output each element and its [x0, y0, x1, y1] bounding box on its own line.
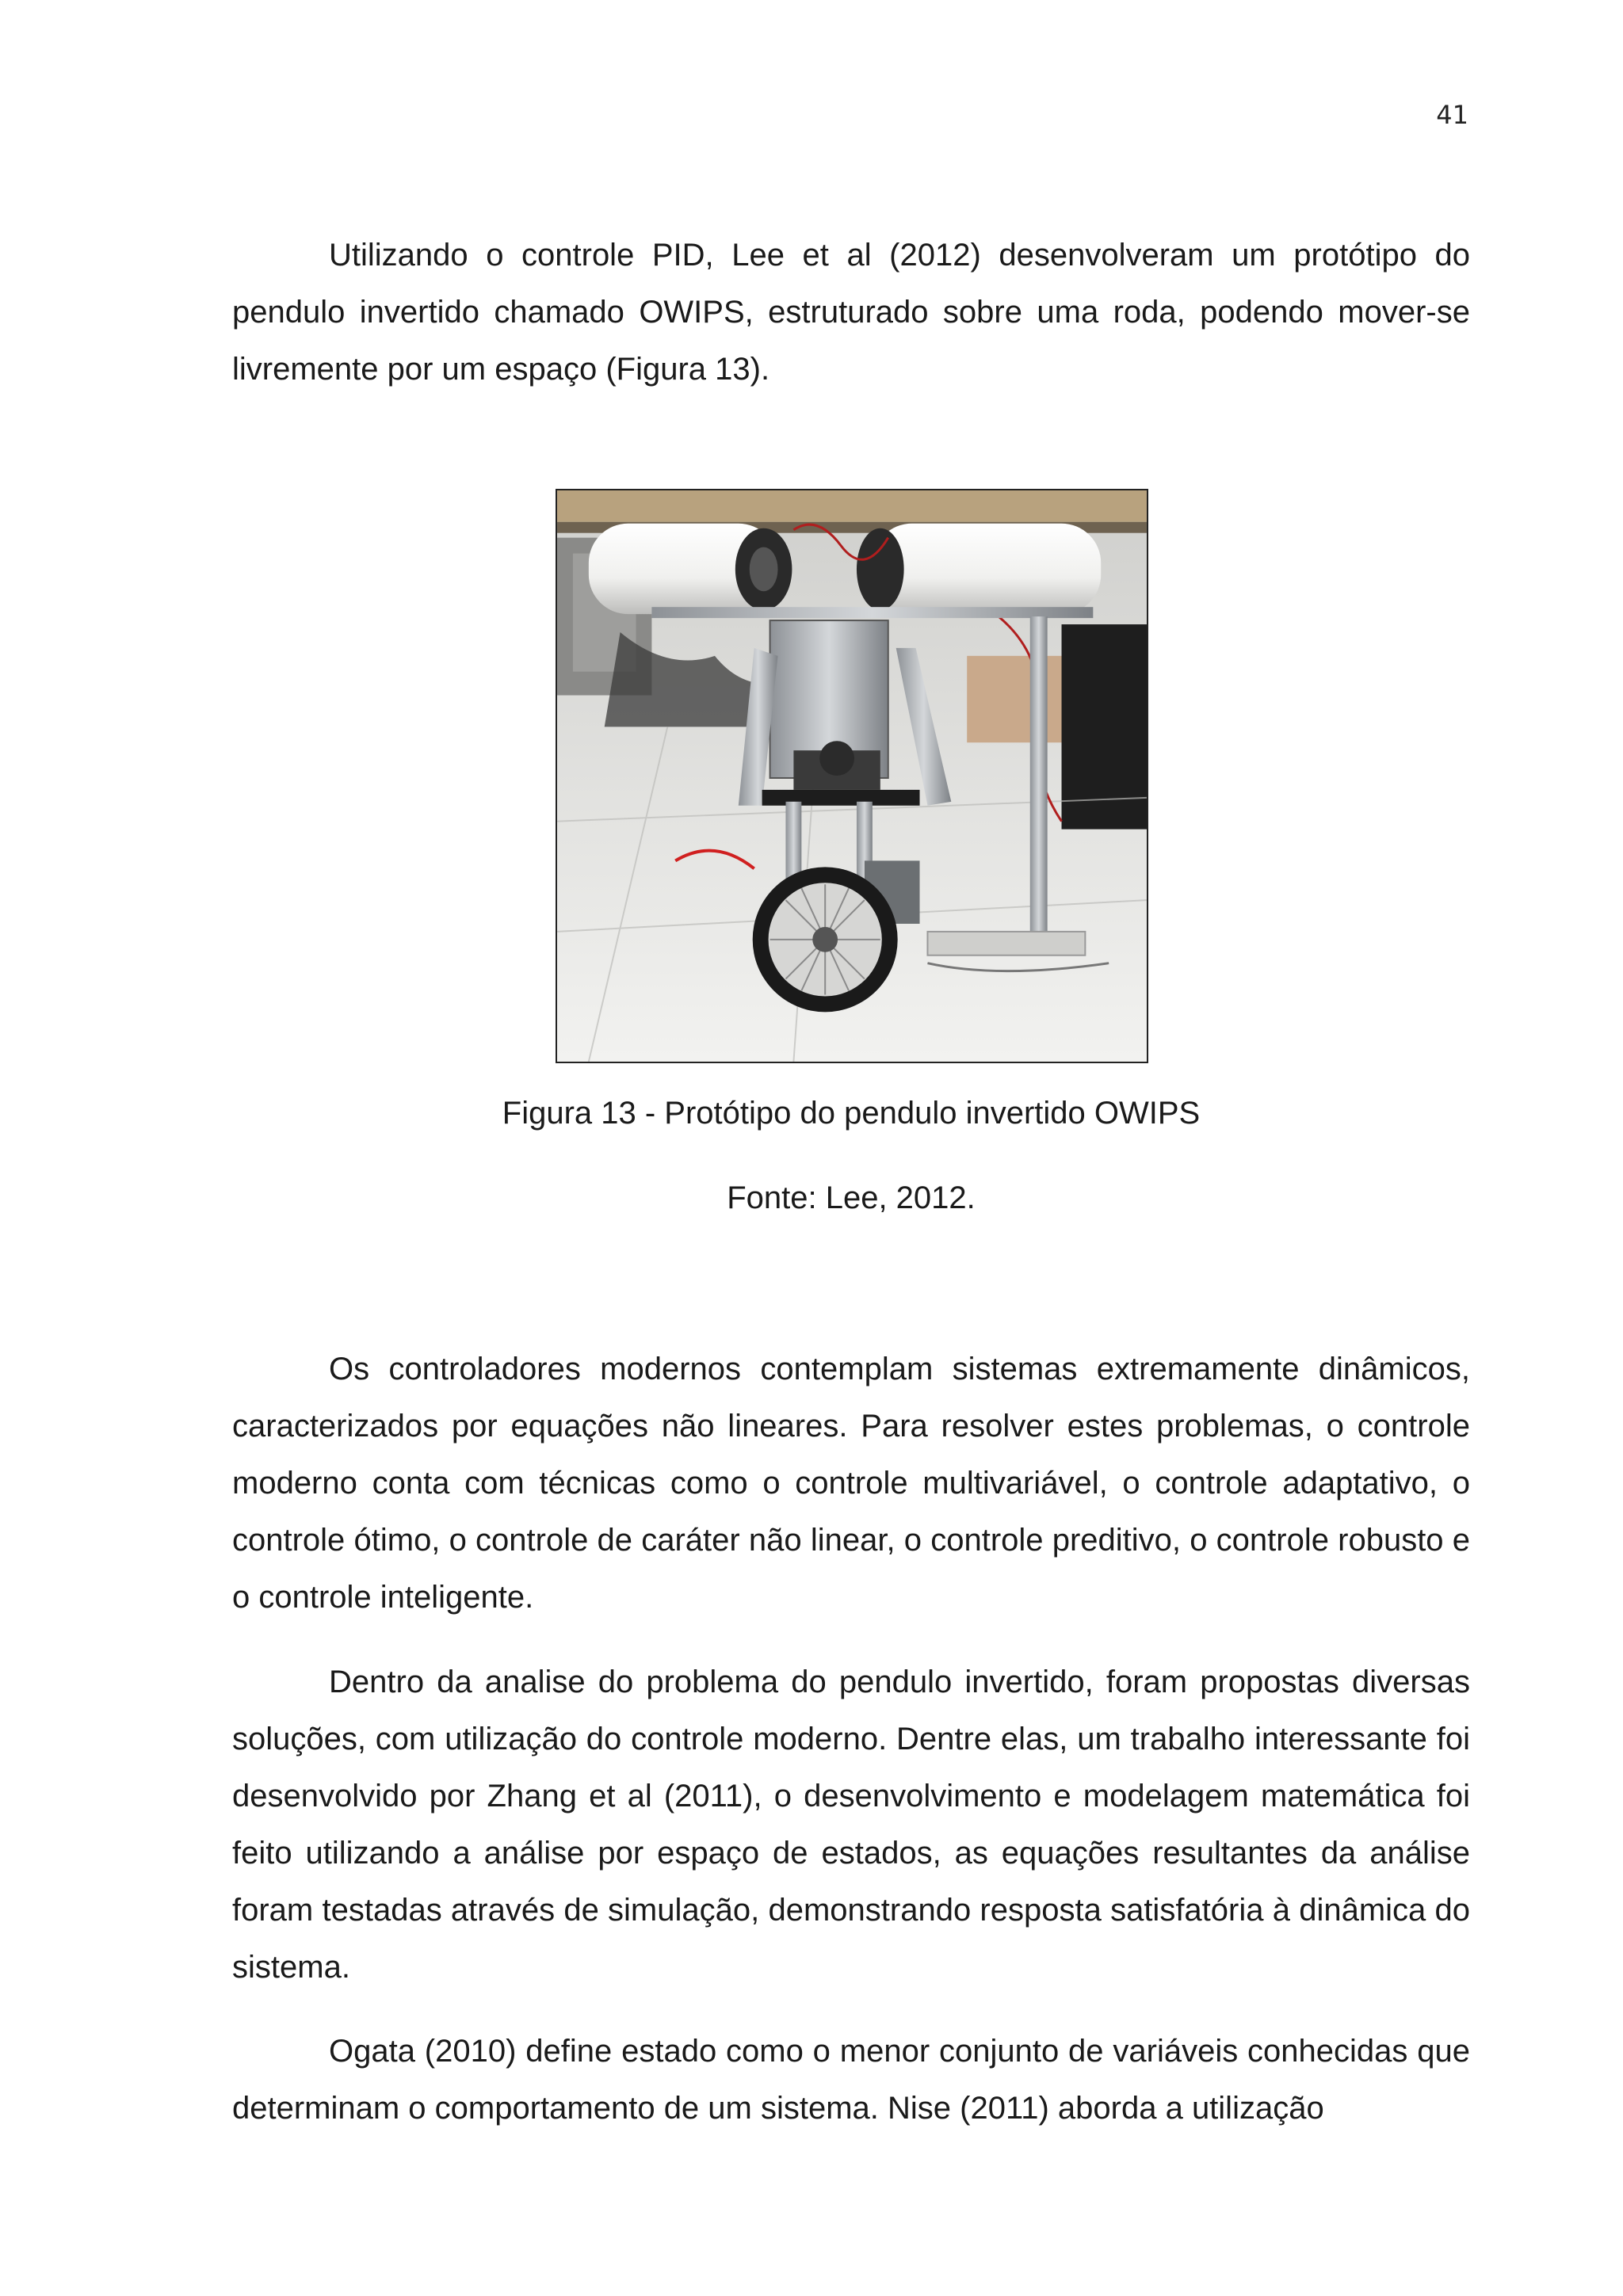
figure-source: Fonte: Lee, 2012. [727, 1180, 976, 1215]
figure-caption: Figura 13 - Protótipo do pendulo invertido OWIPS [502, 1096, 1201, 1131]
owips-prototype-illustration [557, 490, 1147, 1062]
figure-owips-photo [556, 489, 1148, 1063]
paragraph-inverted-pendulum-analysis: Dentro da analise do problema do pendulo invertido, foram propostas diversas soluções, com utilização do controle moderno. Dentre elas, um trabalho interessante foi desenvolvido por Zhang et al (2011), o desenvolvimento e modelagem matemática foi feito utilizando a análise por espaço de estados, as equações resultantes da análise foram testadas através de simulação, demonstrando resposta satisfatória à dinâmica do sistema. [232, 1665, 1470, 1985]
page-number: 41 [1436, 100, 1468, 130]
paragraph-state-definition: Ogata (2010) define estado como o menor conjunto de variáveis conhecidas que determinam o comportamento de um sistema. Nise (2011) aborda a utilização [232, 2034, 1470, 2126]
paragraph-intro-owips: Utilizando o controle PID, Lee et al (2012) desenvolveram um protótipo do pendulo invertido chamado OWIPS, estruturado sobre uma roda, podendo mover-se livremente por um espaço (Figura 13). [232, 238, 1470, 387]
paragraph-modern-controllers: Os controladores modernos contemplam sistemas extremamente dinâmicos, caracterizados por equações não lineares. Para resolver estes problemas, o controle moderno conta com técnicas como o controle multivariável, o controle adaptativo, o controle ótimo, o controle de caráter não linear, o controle preditivo, o controle robusto e o controle inteligente. [232, 1352, 1470, 1615]
